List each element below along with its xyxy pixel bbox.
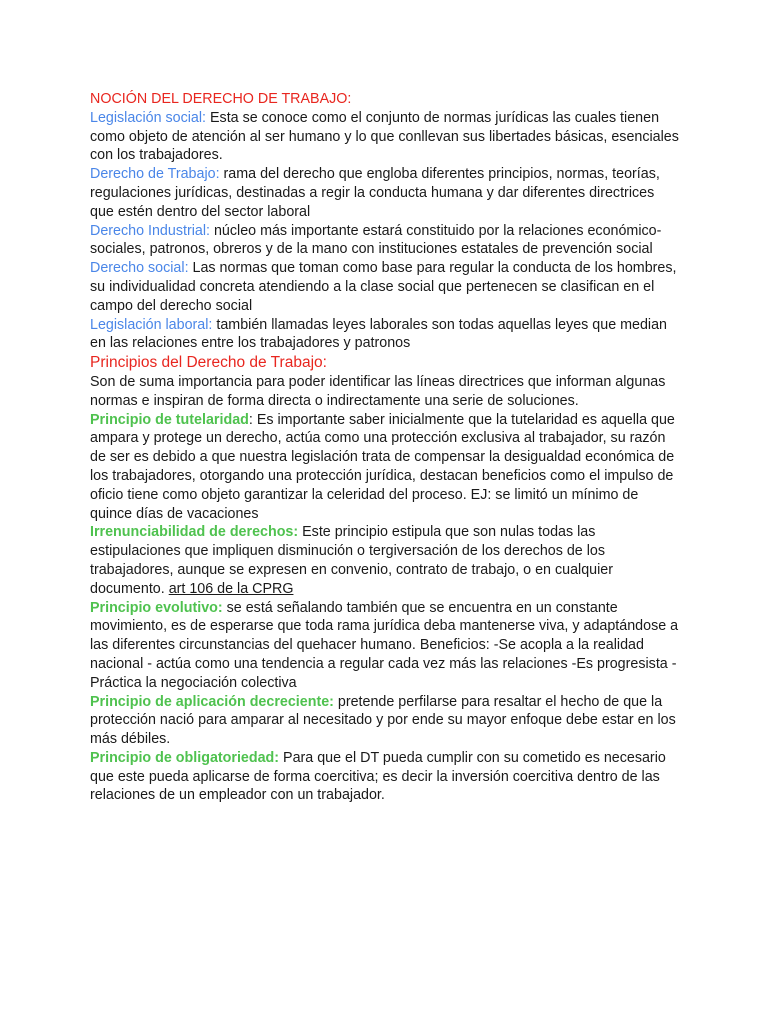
principle-evolutivo <box>90 599 680 693</box>
principle-text: Este principio estipula que son nulas todas las estipulaciones que impliquen disminución o tergiversación de los derechos de los trabajadores, aunque se expresen en convenio, contrato de trabajo, o en cualquier documento. <box>90 524 613 597</box>
definition-text: Las normas que toman como base para regular la conducta de los hombres, su individualidad concreta atendiendo a la clase social que pertenecen se clasifican en el campo del derecho social <box>90 260 677 314</box>
definition-derecho-de-trabajo <box>90 165 680 221</box>
term-derecho-de-trabajo: Derecho de Trabajo: <box>90 166 220 183</box>
definition-text: también llamadas leyes laborales son todas aquellas leyes que median en las relaciones entre los trabajadores y patronos <box>90 316 668 352</box>
principle-tutelaridad <box>90 411 680 524</box>
definition-text: Esta se conoce como el conjunto de normas jurídicas las cuales tienen como objeto de atención al ser humano y lo que conllevan sus libertades básicas, esenciales con los trabajadores. <box>90 109 679 164</box>
principle-text: se está señalando también que se encuentra en un constante movimiento, es de esperarse que toda rama jurídica deba mantenerse viva, y adaptándose a las diferentes circunstancias del quehacer humano. Beneficios: -Se acopla a la realidad nacional - actúa como una tendencia a regular cada vez más las relaciones -Es progresista -Práctica la negociación colectiva <box>90 599 679 691</box>
term-tutelaridad: Principio de tutelaridad <box>90 411 249 428</box>
principios-intro: Son de suma importancia para poder identificar las líneas directrices que informan algunas normas e inspiran de forma directa o indirectamente una serie de soluciones. <box>90 373 666 409</box>
term-irrenunciabilidad: Irrenunciabilidad de derechos: <box>90 524 299 541</box>
definition-derecho-industrial <box>90 222 680 260</box>
term-decreciente: Principio de aplicación decreciente: <box>90 693 334 710</box>
term-evolutivo: Principio evolutivo: <box>90 599 223 616</box>
section-heading-nocion <box>90 90 680 109</box>
principle-obligatoriedad <box>90 749 680 805</box>
term-derecho-industrial: Derecho Industrial: <box>90 222 210 239</box>
principle-text: Para que el DT pueda cumplir con su cometido es necesario que este pueda aplicarse de forma coercitiva; es decir la inversión coercitiva dentro de las relaciones de un empleador con un trabajador. <box>90 749 666 804</box>
term-derecho-social: Derecho social: <box>90 260 189 277</box>
term-legislacion-social: Legislación social: <box>90 109 207 126</box>
term-legislacion-laboral: Legislación laboral: <box>90 316 213 333</box>
definition-derecho-social <box>90 259 680 315</box>
principle-irrenunciabilidad <box>90 523 680 598</box>
definition-legislacion-laboral <box>90 316 680 354</box>
document-page <box>90 90 680 805</box>
heading-principios: Principios del Derecho de Trabajo: <box>90 354 327 372</box>
definition-text: rama del derecho que engloba diferentes principios, normas, teorías, regulaciones jurídicas, destinadas a regir la conducta humana y dar diferentes directrices que estén dentro del sector laboral <box>90 166 660 220</box>
heading-nocion: NOCIÓN DEL DERECHO DE TRABAJO: <box>90 91 352 107</box>
article-reference-link[interactable]: art 106 de la CPRG <box>168 580 294 597</box>
section-heading-principios <box>90 353 680 373</box>
definition-legislacion-social <box>90 109 680 165</box>
definition-text: núcleo más importante estará constituido por la relaciones económico-sociales, patronos, obreros y de la mano con instituciones estatales de prevención social <box>90 222 662 258</box>
principle-text: : Es importante saber inicialmente que la tutelaridad es aquella que ampara y protege un derecho, actúa como una protección exclusiva al trabajador, su razón de ser es debido a que nuestra legislación trata de compensar la desigualdad económica de los trabajadores, otorgando una protección jurídica, destacan beneficios como el impulso de oficio tiene como objeto garantizar la celeridad del proceso. EJ: se limitó un mínimo de quince días de vacaciones <box>90 411 675 522</box>
term-obligatoriedad: Principio de obligatoriedad: <box>90 749 280 766</box>
principle-decreciente <box>90 693 680 749</box>
principle-text: pretende perfilarse para resaltar el hecho de que la protección nació para amparar al necesitado y por ende su mayor enfoque debe estar en los más débiles. <box>90 693 676 748</box>
